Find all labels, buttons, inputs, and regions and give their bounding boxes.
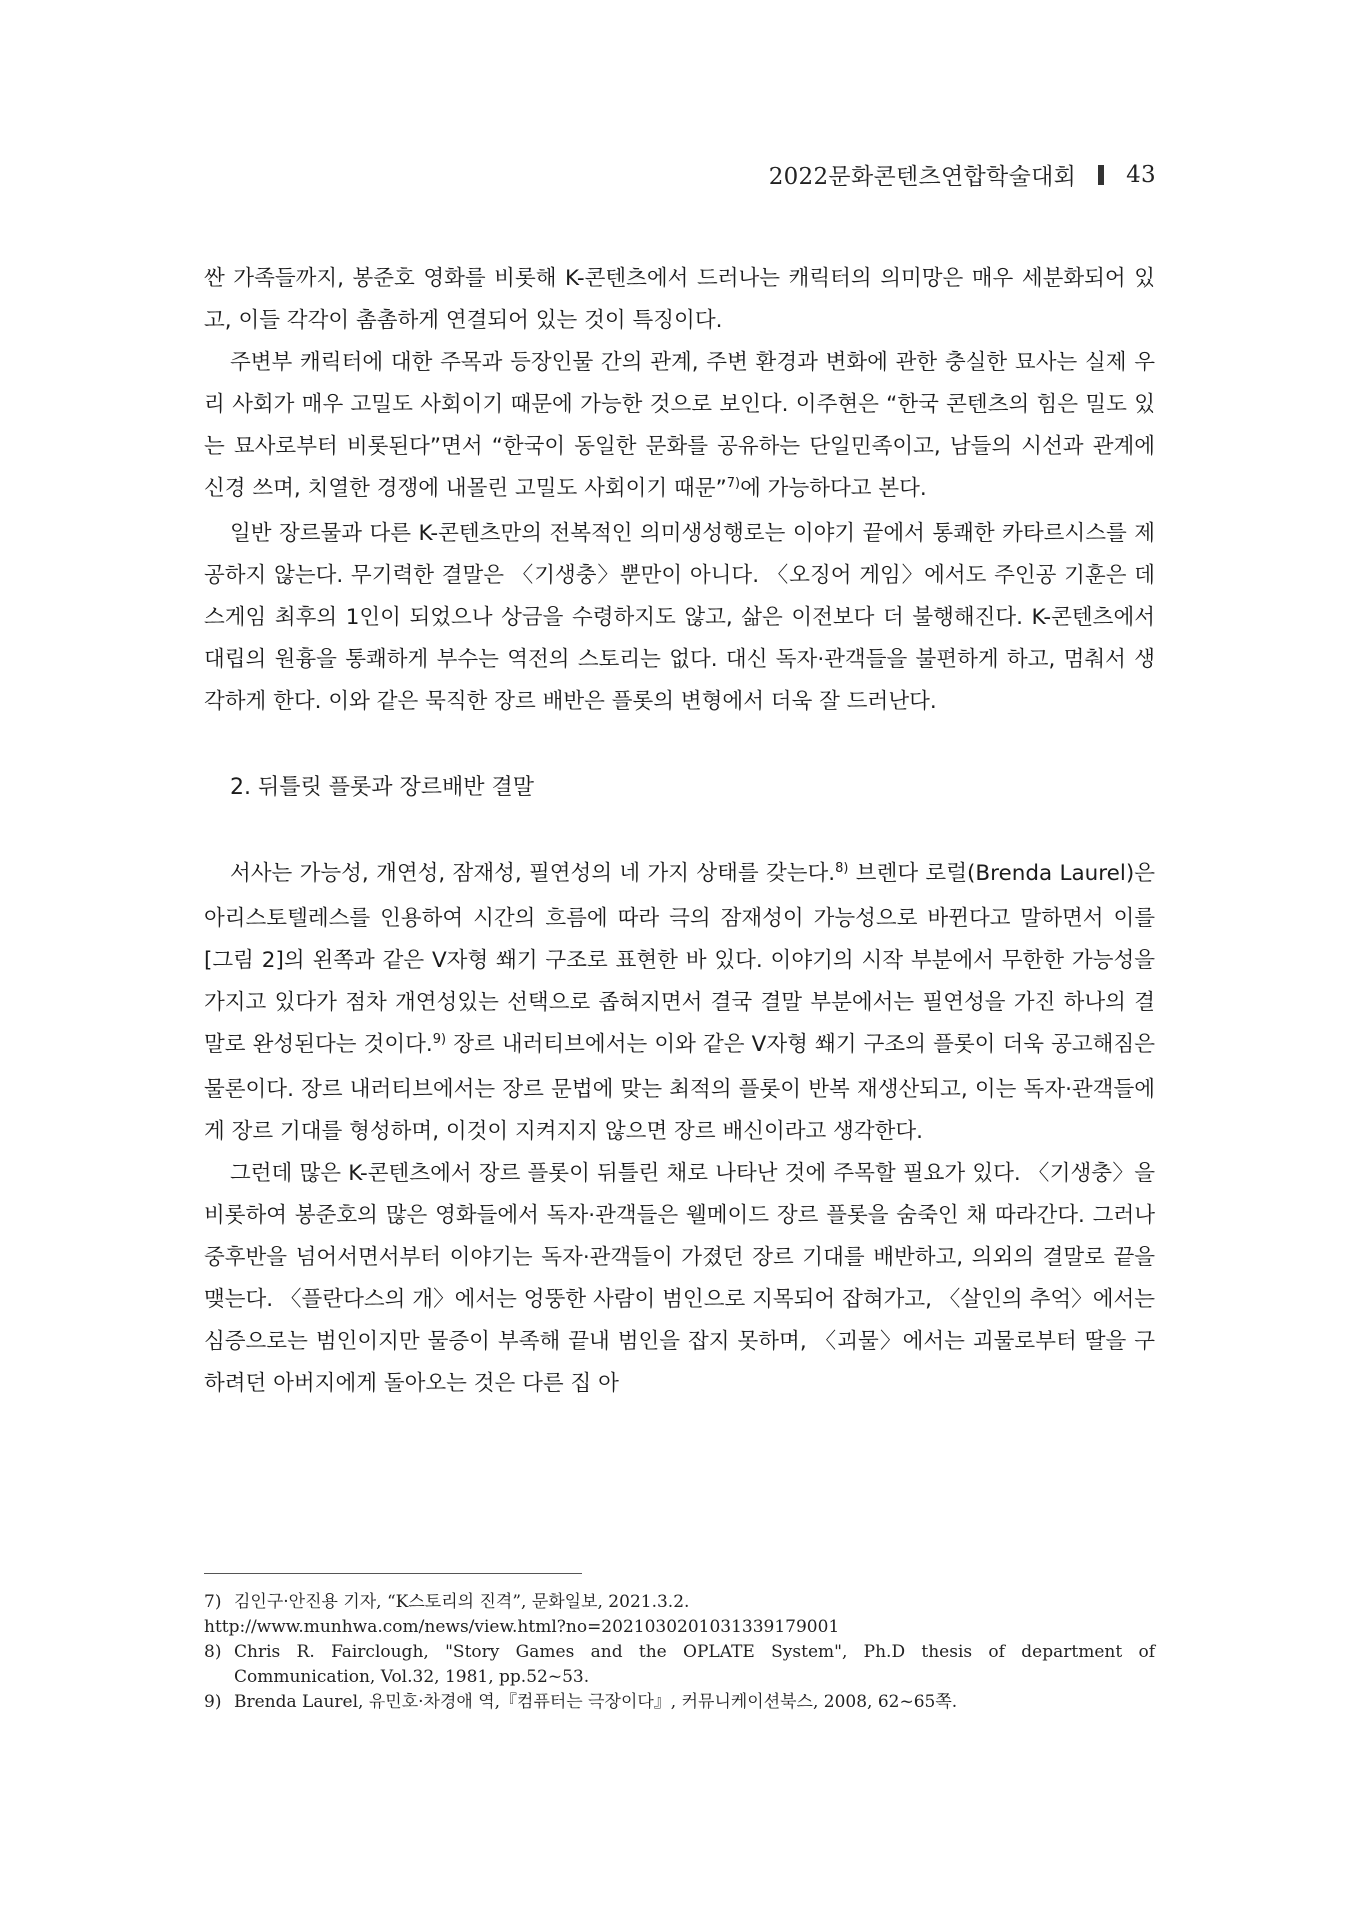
paragraph-3-text: 일반 장르물과 다른 K-콘텐츠만의 전복적인 의미생성행로는 이야기 끝에서 통쾌한 카타르시스를 제공하지 않는다. 무기력한 결말은 〈기생충〉뿐만이 아니다. 〈오징어 게임〉에서도 주인공 기훈은 데스게임 최후의 1인이 되었으나 상금을 수령하지도 않고, 삶은 이전보다 더 불행해진다. K-콘텐츠에서 대립의 원흉을 통쾌하게 부수는 역전의 스토리는 없다. 대신 독자·관객들을 불편하게 하고, 멈춰서 생각하게 한다. 이와 같은 묵직한 장르 배반은 플롯의 변형에서 더욱 잘 드러난다. (204, 521, 1155, 714)
paragraph-5-text: 그런데 많은 K-콘텐츠에서 장르 플롯이 뒤틀린 채로 나타난 것에 주목할 필요가 있다. 〈기생충〉을 비롯하여 봉준호의 많은 영화들에서 독자·관객들은 웰메이드 장르 플롯을 숨죽인 채 따라간다. 그러나 중후반을 넘어서면서부터 이야기는 독자·관객들이 가졌던 장르 기대를 배반하고, 의외의 결말로 끝을 맺는다. 〈플란다스의 개〉에서는 엉뚱한 사람이 범인으로 지목되어 잡혀가고, 〈살인의 추억〉에서는 심증으로는 범인이지만 물증이 부족해 끝내 범인을 잡지 못하며, 〈괴물〉에서는 괴물로부터 딸을 구하려던 아버지에게 돌아오는 것은 다른 집 아 (204, 1161, 1155, 1396)
footnote-text: 김인구·안진용 기자, “K스토리의 진격”, 문화일보, 2021.3.2. (234, 1592, 690, 1612)
paragraph-1-text: 싼 가족들까지, 봉준호 영화를 비롯해 K-콘텐츠에서 드러나는 캐릭터의 의미망은 매우 세분화되어 있고, 이들 각각이 촘촘하게 연결되어 있는 것이 특징이다. (204, 266, 1155, 333)
paragraph-2-text: 주변부 캐릭터에 대한 주목과 등장인물 간의 관계, 주변 환경과 변화에 관한 충실한 묘사는 실제 우리 사회가 매우 고밀도 사회이기 때문에 가능한 것으로 보인다. 이주현은 “한국 콘텐츠의 힘은 밀도 있는 묘사로부터 비롯된다”면서 “한국이 동일한 문화를 공유하는 단일민족이고, 남들의 시선과 관계에 신경 쓰며, 치열한 경쟁에 내몰린 고밀도 사회이기 때문” (204, 350, 1155, 501)
paragraph-4-text-mid: 브렌다 로럴(Brenda Laurel)은 아리스토텔레스를 인용하여 시간의 흐름에 따라 극의 잠재성이 가능성으로 바뀐다고 말하면서 이를 [그림 2]의 왼쪽과 같은 V자형 쐐기 구조로 표현한 바 있다. 이야기의 시작 부분에서 무한한 가능성을 가지고 있다가 점차 개연성있는 선택으로 좁혀지면서 결국 결말 부분에서는 필연성을 가진 하나의 결말로 완성된다는 것이다. (204, 861, 1155, 1057)
footnote-url[interactable]: http://www.munhwa.com/news/view.html?no=2021030201031339179001 (204, 1617, 840, 1637)
footnote-8 (204, 1640, 1155, 1690)
paragraph-5 (204, 1153, 1155, 1405)
footnote-number: 9) (204, 1692, 222, 1712)
footnote-text: Brenda Laurel, 유민호·차경애 역,『컴퓨터는 극장이다』, 커뮤니케이션북스, 2008, 62~65쪽. (234, 1692, 958, 1712)
paragraph-3 (204, 513, 1155, 723)
footnote-divider (204, 1573, 582, 1574)
paragraph-4-text-end: 장르 내러티브에서는 이와 같은 V자형 쐐기 구조의 플롯이 더욱 공고해짐은 물론이다. 장르 내러티브에서는 장르 문법에 맞는 최적의 플롯이 반복 재생산되고, 이는 독자·관객들에게 장르 기대를 형성하며, 이것이 지켜지지 않으면 장르 배신이라고 생각한다. (204, 1032, 1155, 1144)
paragraph-2 (204, 342, 1155, 513)
footnote-ref-9[interactable]: 9) (432, 1032, 447, 1047)
footnote-text: Chris R. Fairclough, "Story Games and the OPLATE System", Ph.D thesis of department of Communication, Vol.32, 1981, pp.52~53. (234, 1642, 1155, 1687)
page-number: 43 (1126, 161, 1156, 188)
section-heading: 2. 뒤틀릿 플롯과 장르배반 결말 (230, 775, 534, 800)
footnotes (204, 1590, 1155, 1715)
footnote-ref-7[interactable]: 7) (726, 476, 741, 491)
running-header (769, 158, 1156, 191)
header-separator (1098, 165, 1104, 185)
paragraph-4-text: 서사는 가능성, 개연성, 잠재성, 필연성의 네 가지 상태를 갖는다. (230, 861, 836, 886)
footnote-9 (204, 1690, 1155, 1715)
footnote-ref-8[interactable]: 8) (835, 861, 849, 876)
footnote-number: 7) (204, 1592, 222, 1612)
conference-title: 2022문화콘텐츠연합학술대회 (768, 164, 1077, 190)
paragraph-2-text-end: 에 가능하다고 본다. (740, 476, 927, 501)
footnote-number: 8) (204, 1642, 222, 1662)
paragraph-4 (204, 853, 1155, 1153)
paragraph-1 (204, 258, 1155, 342)
footnote-7 (204, 1590, 1155, 1640)
body-text (204, 258, 1155, 1405)
